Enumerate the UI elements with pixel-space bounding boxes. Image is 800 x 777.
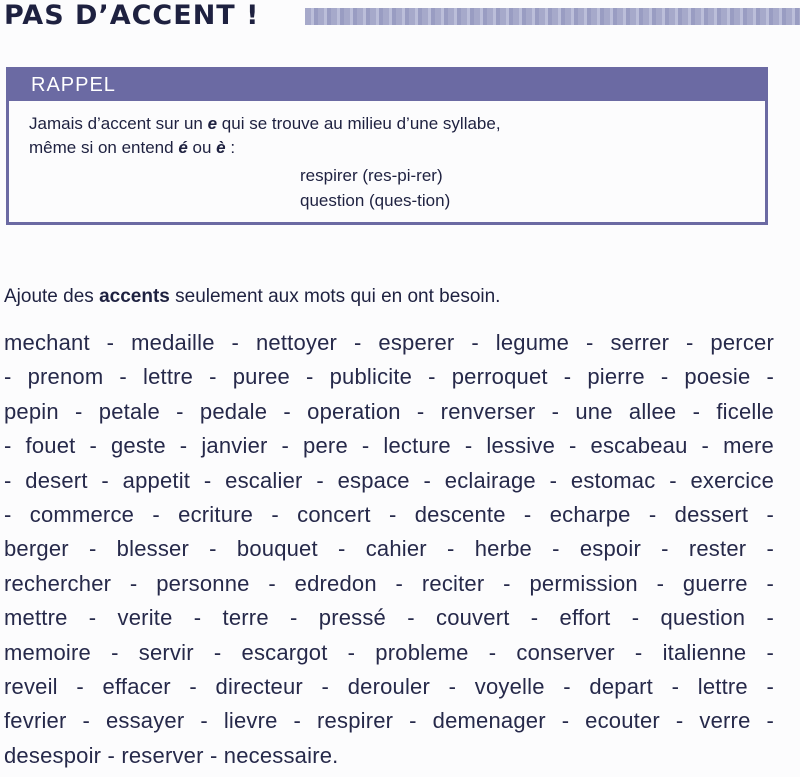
instruction-text: Ajoute des bbox=[4, 286, 100, 307]
exercise-instruction bbox=[4, 286, 500, 308]
rule-line-1 bbox=[29, 114, 501, 134]
title-row bbox=[0, 0, 800, 44]
rule-letter-e-acute: é bbox=[178, 138, 188, 157]
rule-letter-e: e bbox=[207, 114, 218, 133]
rappel-box bbox=[6, 67, 768, 225]
instruction-keyword: accents bbox=[99, 286, 170, 307]
word-line: rechercher - personne - edredon - reciter - permission - guerre - bbox=[4, 570, 774, 596]
word-line: - fouet - geste - janvier - pere - lecture - lessive - escabeau - mere bbox=[4, 433, 774, 459]
word-line: mettre - verite - terre - pressé - couvert - effort - question - bbox=[4, 605, 774, 631]
rule-line-2 bbox=[29, 138, 235, 158]
word-line: mechant - medaille - nettoyer - esperer - legume - serrer - percer bbox=[4, 330, 774, 355]
rule-text: qui se trouve au milieu d’une syllabe, bbox=[217, 114, 501, 133]
example-2: question (ques-tion) bbox=[300, 191, 451, 210]
rule-text: : bbox=[225, 138, 236, 157]
word-line: pepin - petale - pedale - operation - renverser - une allee - ficelle bbox=[4, 398, 774, 424]
word-line: reveil - effacer - directeur - derouler - voyelle - depart - lettre - bbox=[4, 673, 774, 699]
word-list bbox=[4, 326, 774, 773]
rule-letter-e-grave: è bbox=[216, 138, 226, 157]
rule-text: Jamais d’accent sur un bbox=[29, 114, 208, 133]
word-line: - prenom - lettre - puree - publicite - perroquet - pierre - poesie - bbox=[4, 364, 774, 390]
rule-text: ou bbox=[187, 138, 217, 157]
word-line: - commerce - ecriture - concert - descente - echarpe - dessert - bbox=[4, 501, 774, 527]
example-1: respirer (res-pi-rer) bbox=[300, 166, 443, 185]
title-decorative-band bbox=[305, 8, 800, 25]
word-line: berger - blesser - bouquet - cahier - herbe - espoir - rester - bbox=[4, 536, 774, 562]
word-line: memoire - servir - escargot - probleme - conserver - italienne - bbox=[4, 639, 774, 665]
rule-text: même si on entend bbox=[29, 138, 179, 157]
word-line: fevrier - essayer - lievre - respirer - demenager - ecouter - verre - bbox=[4, 708, 774, 734]
instruction-text: seulement aux mots qui en ont besoin. bbox=[169, 286, 501, 307]
word-line: - desert - appetit - escalier - espace - eclairage - estomac - exercice bbox=[4, 467, 774, 493]
rappel-label: RAPPEL bbox=[31, 74, 116, 96]
rappel-header bbox=[9, 70, 765, 101]
word-line: desespoir - reserver - necessaire. bbox=[4, 742, 339, 768]
page-title: PAS D’ACCENT ! bbox=[4, 0, 260, 31]
